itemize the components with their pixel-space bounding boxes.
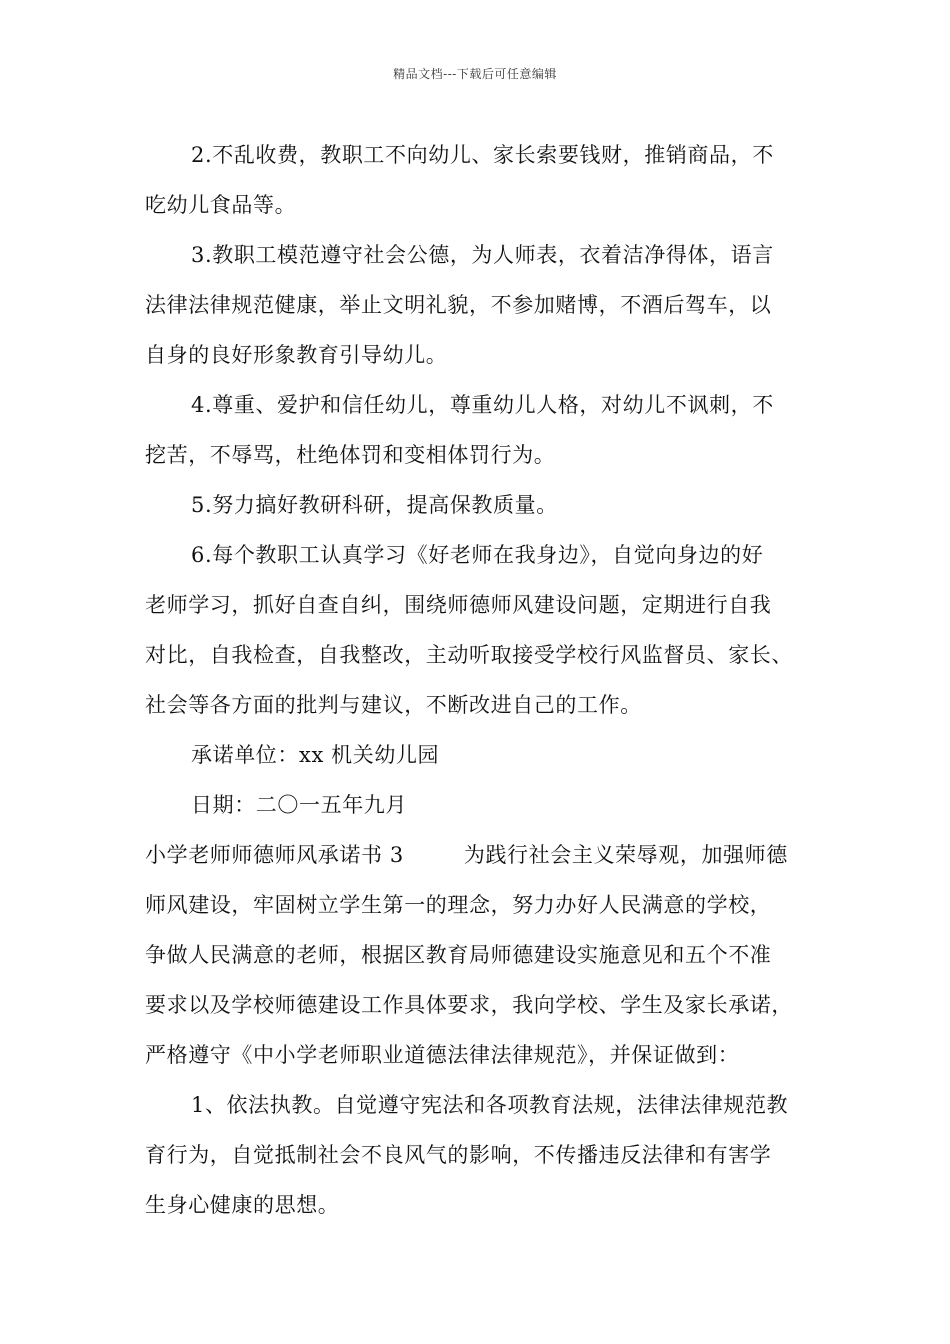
text-line: 老师学习，抓好自查自纠，围绕师德师风建设问题，定期进行自我 [145,593,772,617]
text-line: 4.尊重、爱护和信任幼儿，尊重幼儿人格，对幼儿不讽刺，不 [191,393,774,417]
text-line: 对比，自我检查，自我整改，主动听取接受学校行风监督员、家长、 [145,643,793,667]
text-line: 师风建设，牢固树立学生第一的理念，努力办好人民满意的学校， [145,893,772,917]
text-line: 6.每个教职工认真学习《好老师在我身边》，自觉向身边的好 [191,543,764,567]
commitment-unit: 承诺单位：xx 机关幼儿园 [191,743,440,767]
text-line: 严格遵守《中小学老师职业道德法律法律规范》，并保证做到： [145,1043,740,1067]
section-title: 小学老师师德师风承诺书 3 [145,843,404,867]
text-line: 吃幼儿食品等。 [145,193,297,217]
text-line: 5.努力搞好教研科研，提高保教质量。 [191,493,558,517]
text-line: 自身的良好形象教育引导幼儿。 [145,343,448,367]
text-line: 3.教职工模范遵守社会公德，为人师表，衣着洁净得体，语言 [191,243,774,267]
text-line: 育行为，自觉抵制社会不良风气的影响，不传播违反法律和有害学 [145,1143,772,1167]
text-line: 法律法律规范健康，举止文明礼貌，不参加赌博，不酒后驾车，以 [145,293,772,317]
page-header: 精品文档---下载后可任意编辑 [393,67,557,81]
text-line: 要求以及学校师德建设工作具体要求，我向学校、学生及家长承诺， [145,993,793,1017]
text-line: 社会等各方面的批判与建议，不断改进自己的工作。 [145,693,642,717]
section-heading-line [145,830,815,880]
commitment-date: 日期：二〇一五年九月 [191,793,407,817]
text-line: 生身心健康的思想。 [145,1193,340,1217]
text-line: 挖苦，不辱骂，杜绝体罚和变相体罚行为。 [145,443,556,467]
section-first-line: 为践行社会主义荣辱观，加强师德 [463,843,788,867]
document-body [145,130,815,1230]
text-line: 争做人民满意的老师，根据区教育局师德建设实施意见和五个不准 [145,943,772,967]
text-line: 1、依法执教。自觉遵守宪法和各项教育法规，法律法律规范教 [191,1093,789,1117]
text-line: 2.不乱收费，教职工不向幼儿、家长索要钱财，推销商品，不 [191,143,774,167]
